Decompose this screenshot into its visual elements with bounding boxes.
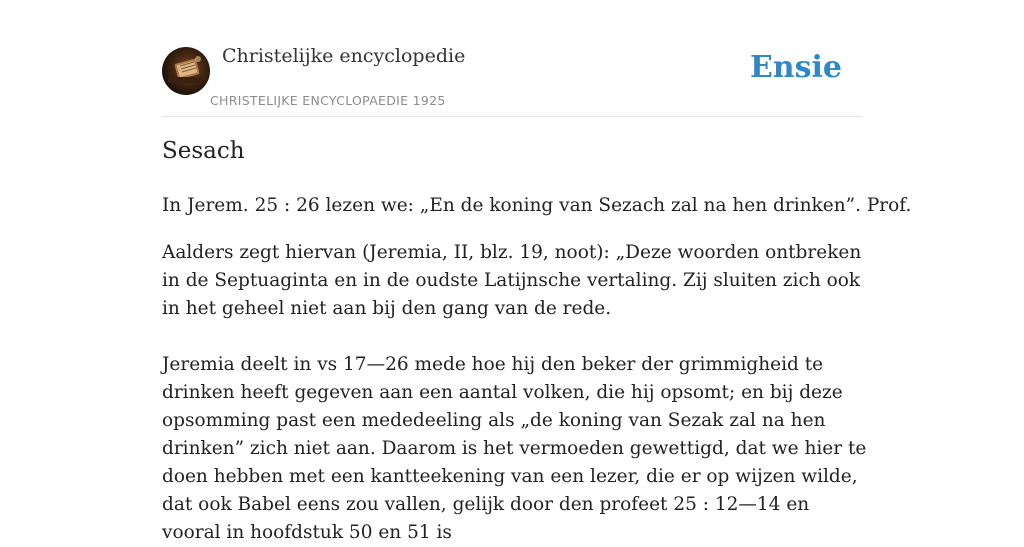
article-paragraph-3: Jeremia deelt in vs 17—26 mede hoe hij den beker der grimmigheid te drinken heeft gegeven aan een aantal volken, die hij opsomt; en bij deze opsomming past een mededeeling als „de koning van Sezak zal na hen drinken” zich niet aan. Daarom is het vermoeden gewettigd, dat we hier te doen hebben met een kantteekening van een lezer, die er op wijzen wilde, dat ook Babel eens zou vallen, gelijk door den profeet 25 : 12—14 en vooral in hoofdstuk 50 en 51 is xyxy=(162,354,867,543)
brand-logo[interactable]: Ensie xyxy=(749,50,842,85)
header xyxy=(162,40,862,117)
article-title: Sesach xyxy=(162,138,245,164)
site-title[interactable]: Christelijke encyclopedie xyxy=(222,45,466,67)
book-photo-icon[interactable] xyxy=(162,47,210,95)
article-paragraph-1: In Jerem. 25 : 26 lezen we: „En de koning van Sezach zal na hen drinken”. Prof. xyxy=(162,195,912,216)
article-paragraph-2: Aalders zegt hiervan (Jeremia, II, blz. 19, noot): „Deze woorden ontbreken in de Septuaginta en in de oudste Latijnsche vertaling. Zij sluiten zich ook in het geheel niet aan bij den gang van de rede. xyxy=(162,242,862,319)
avatar-image xyxy=(162,47,210,95)
site-subtitle[interactable]: CHRISTELIJKE ENCYCLOPAEDIE 1925 xyxy=(210,93,446,108)
